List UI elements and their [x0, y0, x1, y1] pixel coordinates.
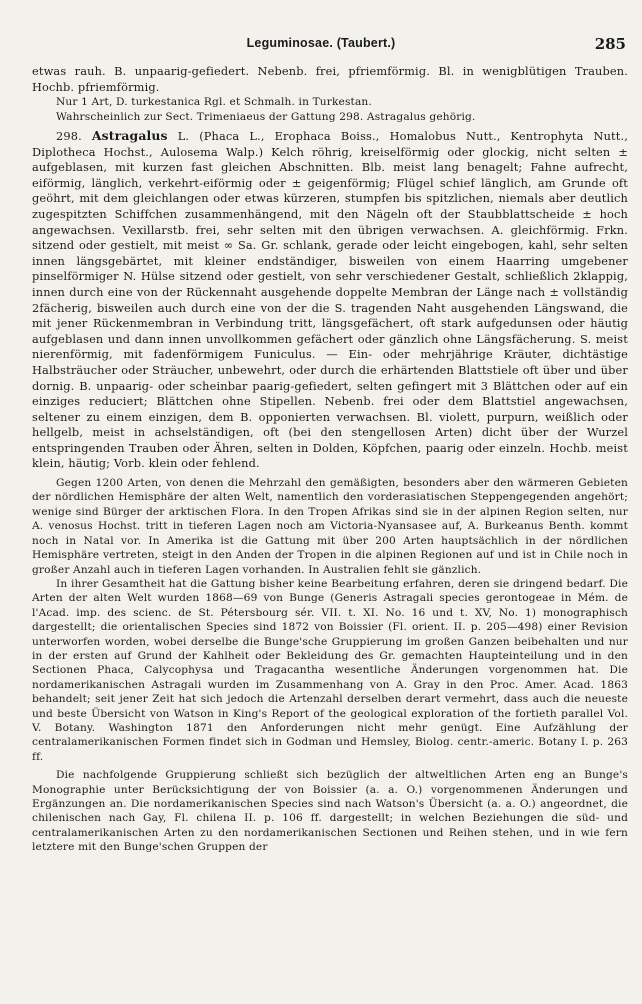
- note-species: Nur 1 Art, D. turkestanica Rgl. et Schmalh. in Turkestan.: [56, 96, 372, 109]
- page-header: [0, 36, 642, 56]
- paragraph-literature: In ihrer Gesamtheit hat die Gattung bisher keine Bearbeitung erfahren, deren sie dringend bedarf. Die Arten der alten Welt wurden 1868—69 von Bunge (Generis Astragali species gerontogeae in Mém. de l'Acad. imp. des scienc. de St. Pétersbourg sér. VII. t. XI. No. 16 und t. XV, No. 1) monographisch dargestellt; die orientalischen Species sind 1872 von Boissier (Fl. orient. II. p. 205—498) einer Revision unterworfen worden, wobei derselbe die Bunge'sche Gruppierung im großen Ganzen beibehalten und nur in der ersten auf Grund der Kahlheit oder Bekleidung des Gr. gemachten Haupteinteilung und in den Sectionen Phaca, Calycophysa und Tragacantha wesentliche Änderungen vorgenommen hat. Die nordamerikanischen Astragali wurden im Zusammenhang von A. Gray in den Proc. Amer. Acad. 1863 behandelt; seit jener Zeit hat sich jedoch die Artenzahl derselben derart vermehrt, dass auch die neueste und beste Übersicht von Watson in King's Report of the geological exploration of the fortieth parallel Vol. V. Botany. Washington 1871 den Anforderungen nicht mehr genügt. Eine Aufzählung der centralamerikanischen Formen findet sich in Godman und Hemsley, Biolog. centr.-americ. Botany I. p. 263 ff.: [32, 577, 628, 763]
- paragraph-grouping: Die nachfolgende Gruppierung schließt sich bezüglich der altweltlichen Arten eng an Bunge's Monographie unter Berücksichtigung der von Boissier (a. a. O.) vorgenommenen Änderungen und Ergänzungen an. Die nordamerikanischen Species sind nach Watson's Übersicht (a. a. O.) angeordnet, die chilenischen nach Gay, Fl. chilena II. p. 106 ff. dargestellt; in welchen Beziehungen die süd- und centralamerikanischen Arten zu den nordamerikanischen Sectionen und Reihen stehen, und in wie fern letztere mit den Bunge'schen Gruppen der: [32, 769, 628, 854]
- paragraph-continuation: etwas rauh. B. unpaarig-gefiedert. Nebenb. frei, pfriemförmig. Bl. in wenigblütigen Trauben. Hochb. pfriemförmig.: [32, 64, 628, 94]
- running-title: Leguminosae. (Taubert.): [246, 36, 396, 50]
- genus-entry: [32, 128, 628, 472]
- page-body: [32, 64, 628, 855]
- paragraph-distribution: Gegen 1200 Arten, von denen die Mehrzahl den gemäßigten, besonders aber den wärmeren Gebieten der nördlichen Hemisphäre der alten Welt, namentlich den vorderasiatischen Steppengegenden angehört; wenige sind Bürger der arktischen Flora. In den Tropen Afrikas sind sie in der alpinen Region selten, nur A. venosus Hochst. tritt in tieferen Lagen noch am Victoria-Nyansasee auf, A. Burkeanus Benth. kommt noch in Natal vor. In Amerika ist die Gattung mit über 200 Arten hauptsächlich in der nördlichen Hemisphäre vertreten, steigt in den Anden der Tropen in die alpinen Regionen auf und ist in Chile noch in großer Anzahl auch in tieferen Lagen vorhanden. In Australien fehlt sie gänzlich.: [32, 477, 628, 576]
- genus-number: 298.: [56, 129, 82, 143]
- page-number: 285: [594, 35, 626, 53]
- genus-name: Astragalus: [91, 128, 168, 143]
- genus-description: L. (Phaca L., Erophaca Boiss., Homalobus Nutt., Kentrophyta Nutt., Diplotheca Hochst., Aulosema Walp.) Kelch röhrig, kreiselförmig oder glockig, nicht selten ± aufgeblasen, mit kurzen fast gleichen Abschnitten. Blb. meist lang benagelt; Fahne aufrecht, eiförmig, länglich, verkehrt-eiförmig oder ± geigenförmig; Flügel schief länglich, am Grunde oft geöhrt, mit dem gleichlangen oder etwas kürzeren, stumpfen bis spitzlichen, niemals aber deutlich zugespitzten Schiffchen zusammenhängend, mit den Nägeln oft der Staubblattscheide ± hoch angewachsen. Vexillarstb. frei, sehr selten mit den übrigen verwachsen. A. gleichförmig. Frkn. sitzend oder gestielt, mit meist ∞ Sa. Gr. schlank, gerade oder leicht eingebogen, kahl, sehr selten innen längsgebärtet, mit kleiner endständiger, bisweilen von einem Haarring umgebener pinselförmiger N. Hülse sitzend oder gestielt, von sehr verschiedener Gestalt, schließlich 2klappig, innen durch eine von der Rückennaht ausgehende doppelte Membran der Länge nach ± vollständig 2fächerig, bisweilen auch durch eine von der die S. tragenden Naht ausgehenden Längswand, die mit jener Rückenmembran in Verbindung tritt, längsgefächert, oft stark aufgedunsen oder häutig aufgeblasen und dann innen unvollkommen gefächert oder gänzlich ohne Längsfächerung. S. meist nierenförmig, mit fadenförmigem Funiculus. — Ein- oder mehrjährige Kräuter, dichtästige Halbsträucher oder Sträucher, unbewehrt, oder durch die erhärtenden Blattstiele oft über und über dornig. B. unpaarig- oder scheinbar paarig-gefiedert, selten gefingert mit 3 Blättchen oder auf ein einziges reduciert; Blättchen ohne Stipellen. Nebenb. frei oder dem Blattstiel angewachsen, seltener zu einem einzigen, dem B. opponierten verwachsen. Bl. violett, purpurn, weißlich oder hellgelb, meist in achselständigen, oft (bei den stengellosen Arten) dicht über der Wurzel entspringenden Trauben oder Ähren, selten in Dolden, Köpfchen, paarig oder einzeln. Hochb. meist klein, häutig; Vorb. klein oder fehlend.: [32, 129, 628, 471]
- note-section: Wahrscheinlich zur Sect. Trimeniaeus der Gattung 298. Astragalus gehörig.: [56, 110, 476, 123]
